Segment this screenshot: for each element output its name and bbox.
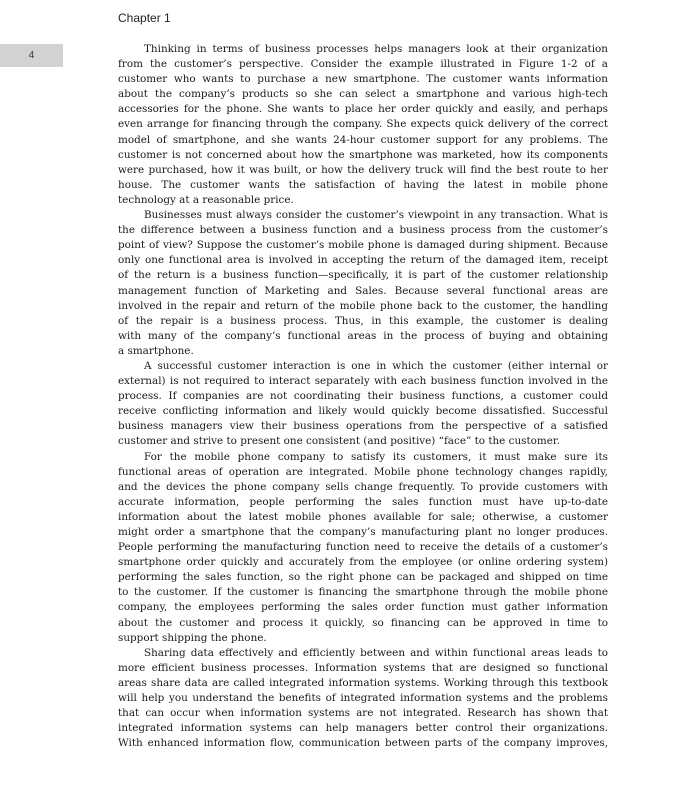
text-line: business managers view their business operations from the perspective of a satisfied xyxy=(118,420,608,433)
text-line: model of smartphone, and she wants 24-hour customer support for any problems. The xyxy=(118,133,608,146)
text-line: information about the latest mobile phones available for sale; otherwise, a customer xyxy=(118,510,608,523)
text-line: smartphone order quickly and accurately from the employee (or online ordering system) xyxy=(118,556,608,569)
text-line: customer who wants to purchase a new smartphone. The customer wants information xyxy=(118,73,608,86)
text-line: and the devices the phone company sells change frequently. To provide customers with xyxy=(118,480,608,493)
text-line: performing the sales function, so the right phone can be packaged and shipped on time xyxy=(118,571,608,584)
text-line: areas share data are called integrated information systems. Working through this textbook xyxy=(118,676,608,689)
text-line: customer and strive to present one consistent (and positive) “face” to the customer. xyxy=(118,435,561,448)
text-line: receive conflicting information and likely would quickly become dissatisfied. Successful xyxy=(118,405,608,418)
text-line: might order a smartphone that the company’s manufacturing plant no longer produces. xyxy=(118,526,608,538)
text-line: For the mobile phone company to satisfy its customers, it must make sure its xyxy=(144,450,608,463)
text-line: external) is not required to interact separately with each business function involved in the xyxy=(118,375,608,388)
text-line: a smartphone. xyxy=(118,344,194,357)
text-line: involved in the repair and return of the mobile phone back to the customer, the handling xyxy=(118,299,608,312)
text-line: of the repair is a business process. Thus, in this example, the customer is dealing xyxy=(118,314,608,327)
text-line: point of view? Suppose the customer’s mobile phone is damaged during shipment. Because xyxy=(118,239,608,252)
text-line: the difference between a business function and a business process from the customer’s xyxy=(118,224,608,237)
text-line: technology at a reasonable price. xyxy=(118,193,294,206)
text-line: A successful customer interaction is one in which the customer (either internal or xyxy=(144,359,608,372)
text-line: customer is not concerned about how the smartphone was marketed, how its components xyxy=(118,148,608,161)
page-number-tab: 4 xyxy=(0,44,63,67)
text-line: support shipping the phone. xyxy=(118,631,267,644)
text-line: company, the employees performing the sales order function must gather information xyxy=(118,601,608,614)
text-line: functional areas of operation are integrated. Mobile phone technology changes rapidly, xyxy=(118,465,608,478)
text-line: accurate information, people performing the sales function must have up-to-date xyxy=(118,495,608,508)
text-line: to the customer. If the customer is financing the smartphone through the mobile phone xyxy=(118,586,608,599)
text-line: integrated information systems can help managers better control their organizations. xyxy=(118,722,608,735)
text-line: management function of Marketing and Sales. Because several functional areas are xyxy=(118,284,608,297)
text-line: Sharing data effectively and efficiently between and within functional areas leads to xyxy=(144,646,608,659)
text-line: process. If companies are not coordinating their business functions, a customer could xyxy=(118,390,608,403)
text-line: of the return is a business function—specifically, it is part of the customer relationship xyxy=(118,269,608,282)
text-line: Businesses must always consider the customer’s viewpoint in any transaction. What is xyxy=(144,209,608,222)
text-line: were purchased, how it was built, or how the delivery truck will find the best route to her xyxy=(118,163,608,176)
chapter-header: Chapter 1 xyxy=(118,11,171,25)
text-line: accessories for the phone. She wants to place her order quickly and easily, and perhaps xyxy=(118,103,608,116)
text-line: People performing the manufacturing function need to receive the details of a customer’s xyxy=(118,541,608,554)
text-line: only one functional area is involved in accepting the return of the damaged item, receipt xyxy=(118,254,608,267)
body-text xyxy=(118,42,608,751)
text-line: even arrange for financing through the company. She expects quick delivery of the correct xyxy=(118,118,608,131)
text-line: that can occur when information systems are not integrated. Research has shown that xyxy=(118,707,608,720)
text-line: about the company’s products so she can select a smartphone and various high-tech xyxy=(118,88,608,101)
text-line: with many of the company’s functional areas in the process of buying and obtaining xyxy=(118,329,608,342)
text-line: Thinking in terms of business processes helps managers look at their organization xyxy=(144,43,608,55)
text-line: house. The customer wants the satisfaction of having the latest in mobile phone xyxy=(118,178,608,191)
text-line: about the customer and process it quickly, so financing can be approved in time to xyxy=(118,616,608,629)
text-line: With enhanced information flow, communication between parts of the company improves, xyxy=(118,737,608,750)
text-line: will help you understand the benefits of integrated information systems and the problems xyxy=(118,692,608,705)
text-line: more efficient business processes. Information systems that are designed so functional xyxy=(118,661,608,674)
text-line: from the customer’s perspective. Consider the example illustrated in Figure 1-2 of a xyxy=(118,58,608,71)
